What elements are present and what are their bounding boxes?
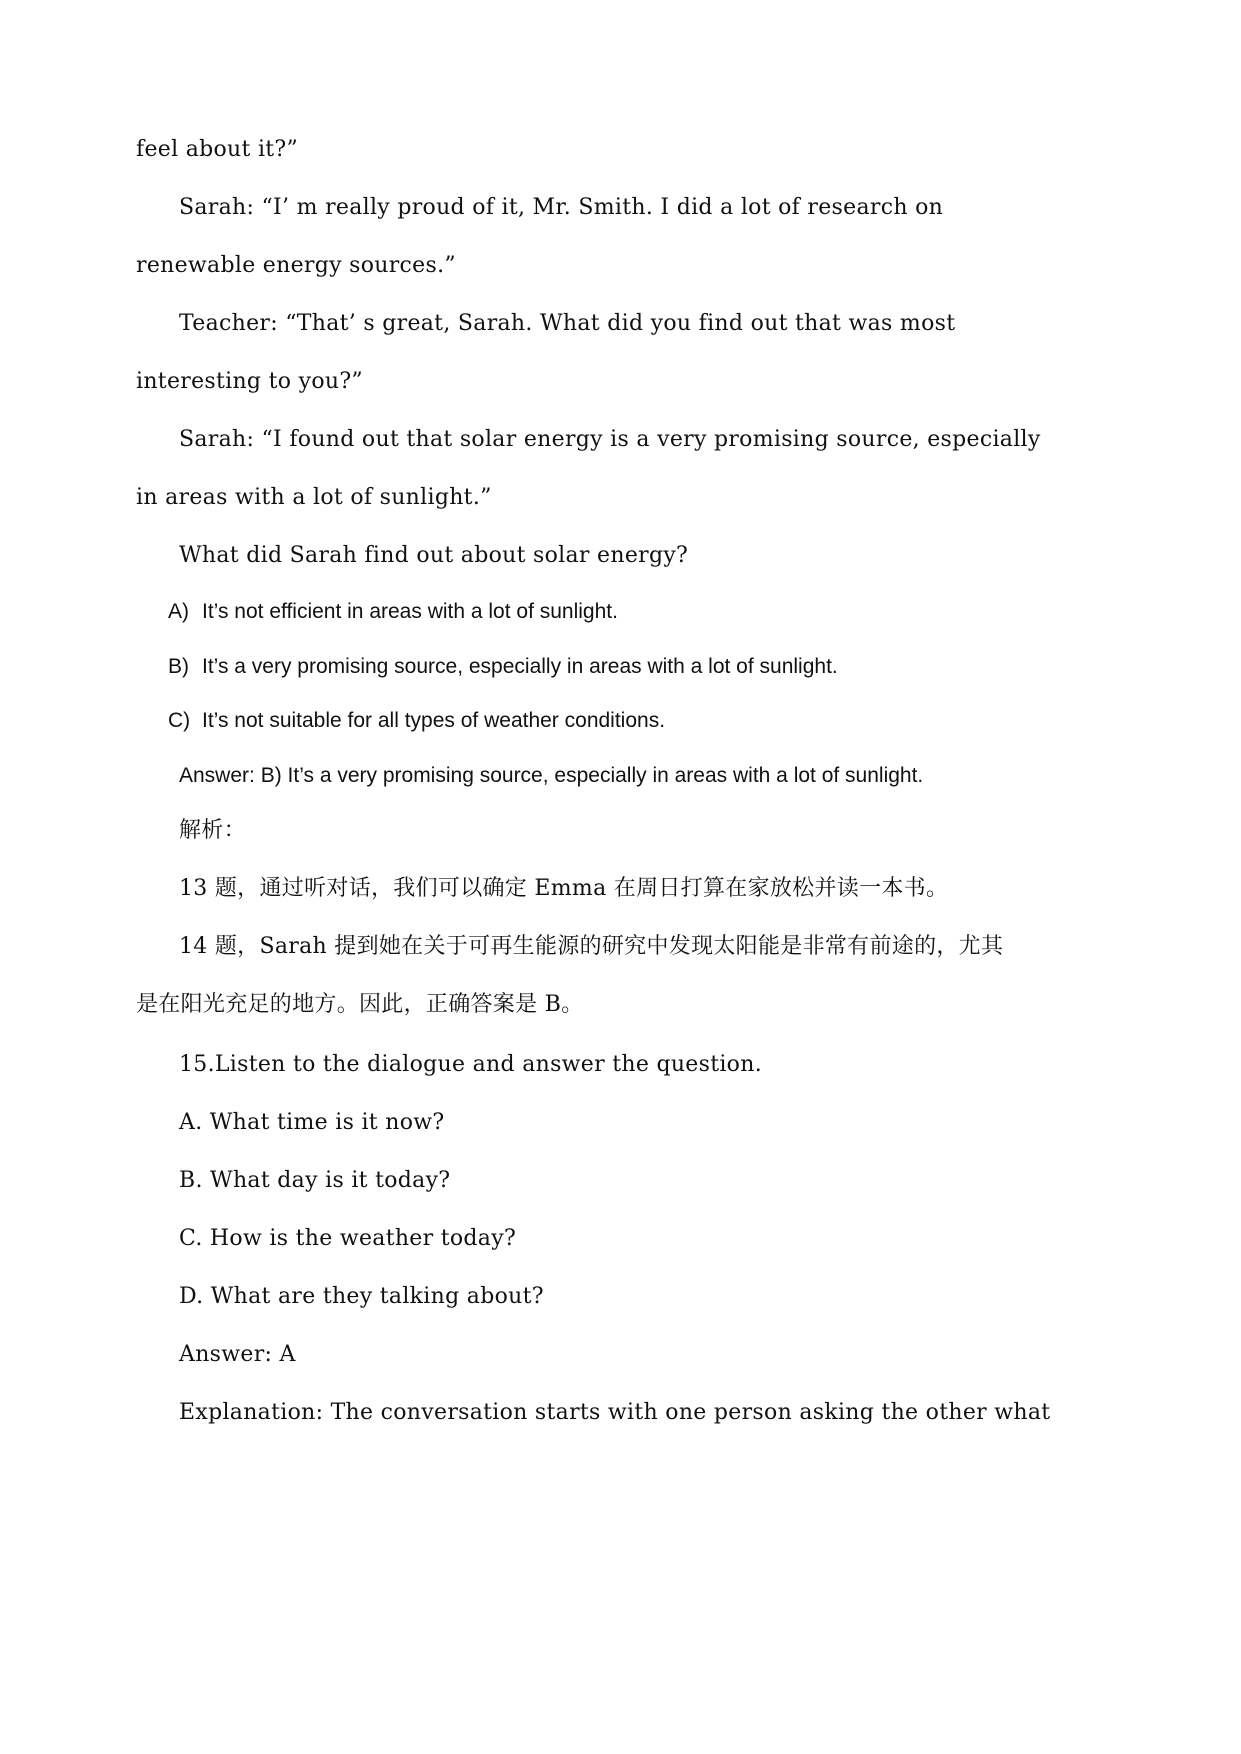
q15-choice-b: B. What day is it today? <box>179 1168 451 1193</box>
option-letter: C) <box>168 709 191 732</box>
dialogue-teacher: Teacher: “That’ s great, Sarah. What did you find out that was most <box>179 311 956 336</box>
option-letter: A) <box>168 600 189 623</box>
analysis-q14-line2: 是在阳光充足的地方。因此，正确答案是 B。 <box>136 992 584 1017</box>
option-text: It’s not suitable for all types of weather conditions. <box>202 709 666 732</box>
dialogue-sarah-2: Sarah: “I found out that solar energy is a very promising source, especially <box>179 427 1041 452</box>
q15-prompt: 15.Listen to the dialogue and answer the question. <box>179 1052 762 1077</box>
option-text: It’s not efficient in areas with a lot of sunlight. <box>202 600 618 623</box>
q15-answer: Answer: A <box>179 1342 296 1367</box>
answer-line: Answer: B) It’s a very promising source, especially in areas with a lot of sunlight. <box>179 764 924 787</box>
analysis-q13: 13 题，通过听对话，我们可以确定 Emma 在周日打算在家放松并读一本书。 <box>179 876 949 901</box>
analysis-q14-line1: 14 题，Sarah 提到她在关于可再生能源的研究中发现太阳能是非常有前途的，尤其 <box>179 934 1004 959</box>
q15-choice-c: C. How is the weather today? <box>179 1226 517 1251</box>
text-line <box>179 193 976 223</box>
option-c <box>168 706 665 736</box>
question-text: What did Sarah find out about solar energy? <box>179 543 689 568</box>
q15-choice-a: A. What time is it now? <box>179 1110 445 1135</box>
analysis-label: 解析： <box>179 818 246 843</box>
dialogue-sarah-1: Sarah: “I’ m really proud of it, Mr. Smith. I did a lot of research on <box>179 195 944 220</box>
option-text: It’s a very promising source, especially in areas with a lot of sunlight. <box>202 655 838 678</box>
text-line: renewable energy sources.” <box>136 253 456 278</box>
text-line: interesting to you?” <box>136 369 363 394</box>
q15-choice-d: D. What are they talking about? <box>179 1284 544 1309</box>
text-line: in areas with a lot of sunlight.” <box>136 485 492 510</box>
option-b <box>168 652 838 682</box>
option-letter: B) <box>168 655 189 678</box>
option-a <box>168 597 618 627</box>
text-line: feel about it?” <box>136 137 299 162</box>
q15-explanation: Explanation: The conversation starts with one person asking the other what <box>179 1400 1051 1425</box>
